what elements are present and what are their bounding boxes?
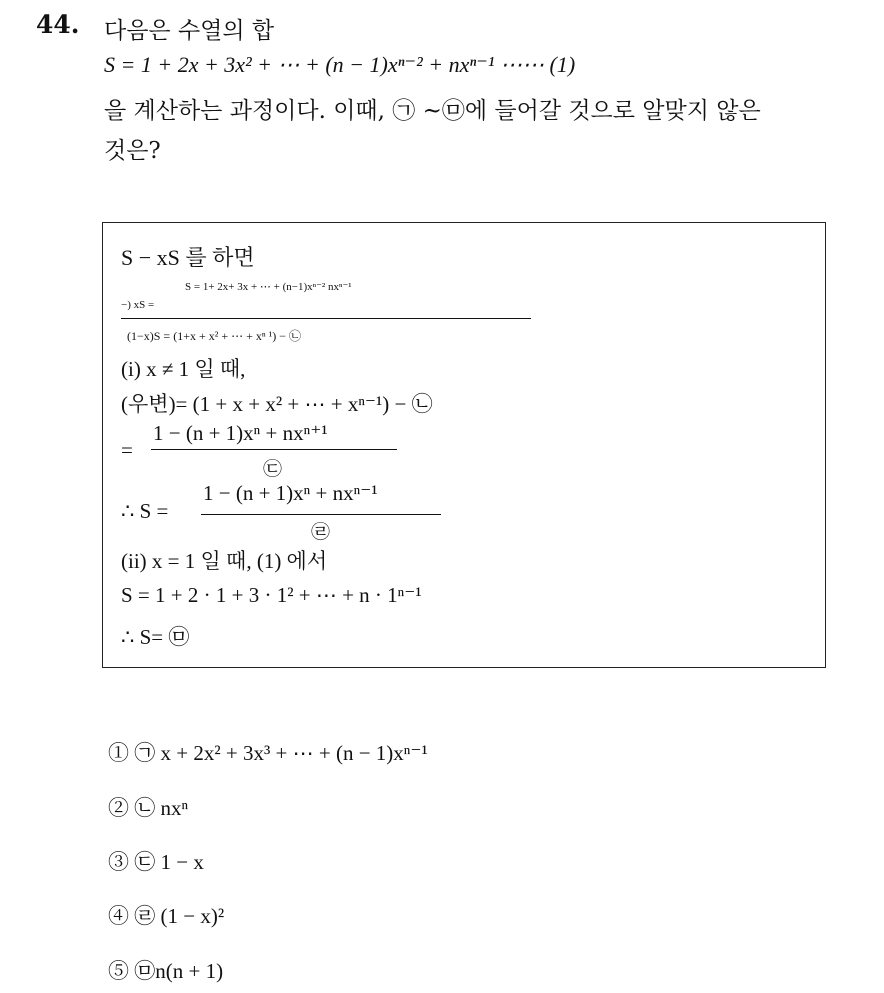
- box-line-eq: =: [121, 438, 133, 462]
- question-text-line4: 것은?: [104, 138, 161, 164]
- choice-3[interactable]: ③ ㉢ 1 − x: [108, 850, 204, 874]
- choice-4[interactable]: ④ ㉣ (1 − x)²: [108, 904, 225, 928]
- subtraction-rule: [121, 318, 531, 319]
- question-formula: S = 1 + 2x + 3x² + ⋯ + (n − 1)xⁿ⁻² + nxⁿ⁻¹ ⋯⋯ (1): [104, 52, 576, 77]
- fraction2-numerator: 1 − (n + 1)xⁿ + nxⁿ⁻¹: [203, 481, 378, 505]
- choice-5[interactable]: ⑤ ㉤n(n + 1): [108, 959, 224, 983]
- choice-2[interactable]: ② ㉡ nxⁿ: [108, 796, 189, 820]
- solution-box: [102, 222, 826, 668]
- box-line-rhs: (우변)= (1 + x + x² + ⋯ + xⁿ⁻¹) − ㉡: [121, 392, 433, 416]
- box-line-final: ∴ S= ㉤: [121, 625, 190, 649]
- box-line-therefore: ∴ S =: [121, 499, 169, 523]
- box-line-intro: S − xS 를 하면: [121, 245, 255, 270]
- question-text-line3: 을 계산하는 과정이다. 이때, ㉠ ~㉤에 들어갈 것으로 알맞지 않은: [104, 98, 761, 124]
- box-line-s: S = 1+ 2x+ 3x + ⋯ + (n−1)xⁿ⁻² nxⁿ⁻¹: [185, 281, 352, 293]
- box-line-case1: (i) x ≠ 1 일 때,: [121, 357, 246, 381]
- fraction1-bar: [151, 449, 397, 450]
- question-number: 44.: [36, 10, 80, 39]
- box-line-difference: (1−x)S = (1+x + x² + ⋯ + xⁿ ¹) − ㉡: [127, 329, 302, 343]
- box-line-xs: −) xS =: [121, 299, 155, 311]
- fraction1-numerator: 1 − (n + 1)xⁿ + nxⁿ⁺¹: [153, 421, 328, 445]
- question-text-line1: 다음은 수열의 합: [104, 18, 275, 44]
- fraction2-bar: [201, 514, 441, 515]
- box-line-case2: (ii) x = 1 일 때, (1) 에서: [121, 549, 328, 573]
- fraction1-denominator: ㉢: [263, 459, 283, 480]
- choice-1[interactable]: ① ㉠ x + 2x² + 3x³ + ⋯ + (n − 1)xⁿ⁻¹: [108, 741, 428, 765]
- fraction2-denominator: ㉣: [311, 522, 331, 543]
- box-line-sum-at-1: S = 1 + 2 · 1 + 3 · 1² + ⋯ + n · 1ⁿ⁻¹: [121, 583, 422, 607]
